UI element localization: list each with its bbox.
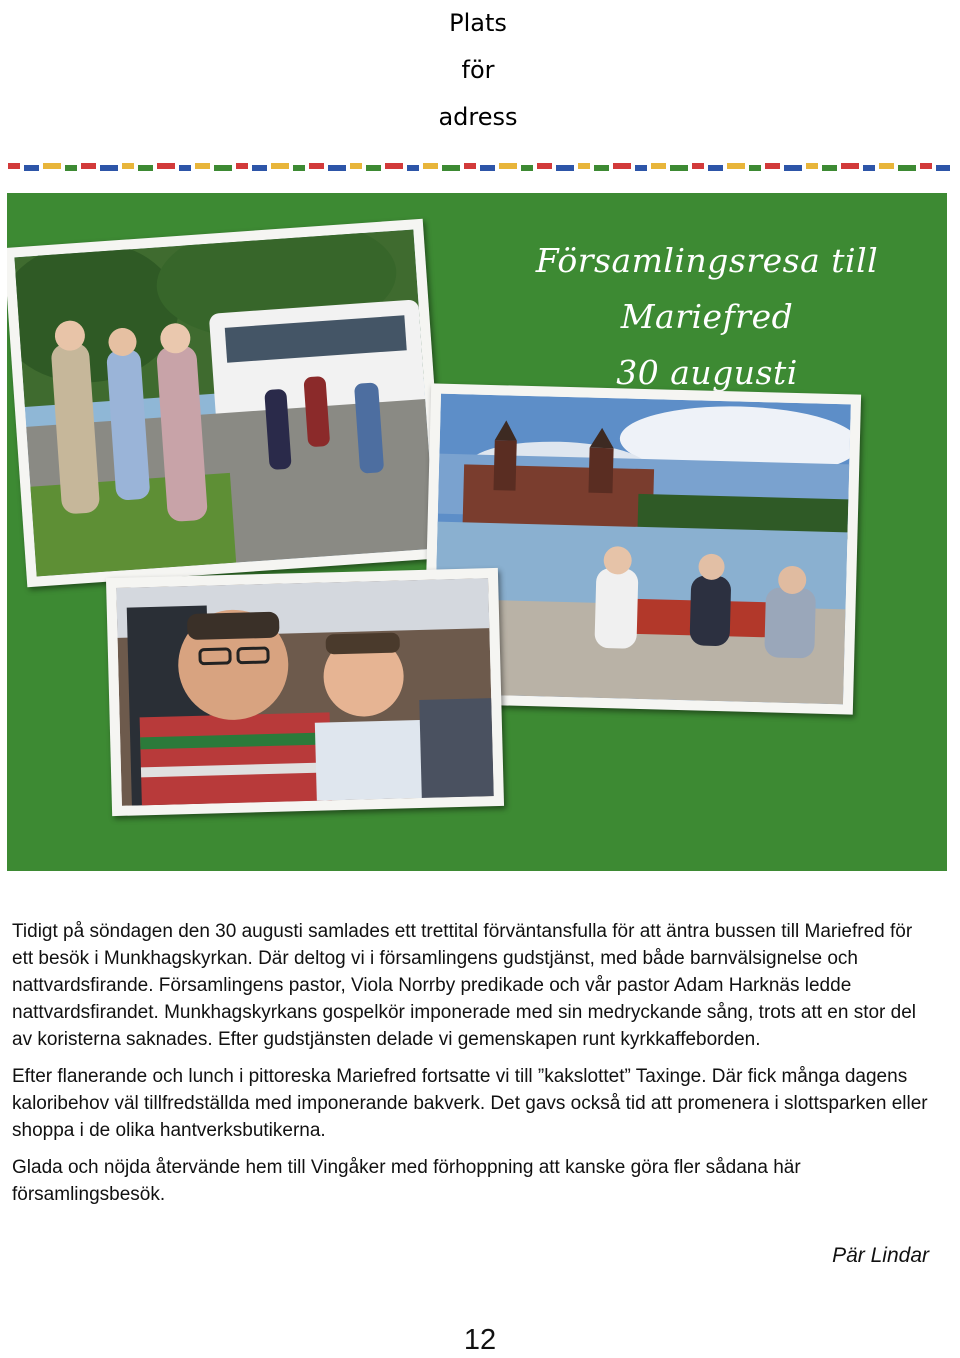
divider-dash	[24, 165, 39, 171]
divider-dash	[138, 165, 153, 171]
divider-dash	[366, 165, 381, 171]
banner-title-line1: Församlingsresa till Mariefred	[535, 241, 879, 336]
divider-dash	[407, 165, 419, 171]
divider-dash	[236, 163, 248, 169]
photo-group-by-bus	[7, 219, 446, 587]
divider-dash	[271, 163, 289, 169]
divider-dash	[806, 163, 818, 169]
address-block	[0, 0, 956, 141]
selfie-photo-image	[116, 578, 494, 806]
address-line: Plats	[449, 9, 507, 37]
divider-dash	[328, 165, 346, 171]
divider-dash	[635, 165, 647, 171]
divider-dash	[122, 163, 134, 169]
divider-dash	[556, 165, 574, 171]
article-paragraph: Efter flanerande och lunch i pittoreska Mariefred fortsatte vi till ”kakslottet” Taxinge. Där fick många dagens kaloribehov väl tillfredställda med imponerande bakverk. Det gavs också tid att promenera i slottsparken eller shoppa i de olika hantverksbutikerna.	[12, 1066, 928, 1141]
divider-dash	[480, 165, 495, 171]
divider-dash	[822, 165, 837, 171]
signature: Pär Lindar	[832, 1244, 929, 1267]
divider-dash	[464, 163, 476, 169]
divider-dash	[65, 165, 77, 171]
divider-dash	[727, 163, 745, 169]
banner-title	[447, 233, 947, 401]
article-paragraph: Tidigt på söndagen den 30 augusti samlades ett trettital förväntansfulla för att äntra bussen till Mariefred för ett besök i Munkhagskyrkan. Där deltog vi i församlingens gudstjänst, med både barnvälsignelse och nattvardsfirande. Församlingens pastor, Viola Norrby predikade och vår pastor Adam Harknäs ledde nattvardsfirandet. Munkhagskyrkans gospelkör imponerade med sin medryckande sång, trots att en stor del av koristerna saknades. Efter gudstjänsten delade vi gemenskapen runt kyrkkaffeborden.	[12, 921, 917, 1050]
divider-dash	[651, 163, 666, 169]
divider-dash	[749, 165, 761, 171]
divider-dash	[179, 165, 191, 171]
divider-dash	[157, 163, 175, 169]
photo-selfie-on-bus	[106, 568, 504, 816]
article-paragraph: Glada och nöjda återvände hem till Vingåker med förhoppning att kanske göra fler sådana här församlingsbesök.	[12, 1157, 801, 1205]
divider-dash	[293, 165, 305, 171]
divider-dash	[594, 165, 609, 171]
page-number: 12	[463, 1324, 497, 1356]
divider-dash	[670, 165, 688, 171]
divider-dash	[708, 165, 723, 171]
divider-dash	[252, 165, 267, 171]
divider-dash	[920, 163, 932, 169]
divider-dash	[784, 165, 802, 171]
divider-dash	[578, 163, 590, 169]
divider-dash	[879, 163, 894, 169]
divider-dash	[936, 165, 950, 171]
divider-dash	[309, 163, 324, 169]
address-line: adress	[438, 103, 518, 131]
divider-dash	[43, 163, 61, 169]
divider-dash	[499, 163, 517, 169]
bus-photo-image	[14, 229, 435, 576]
divider-dash	[692, 163, 704, 169]
photo-banner	[7, 193, 947, 871]
divider-dash	[765, 163, 780, 169]
divider-dash	[81, 163, 96, 169]
divider-dash	[100, 165, 118, 171]
divider-dash	[537, 163, 552, 169]
divider-dash	[521, 165, 533, 171]
article-body	[12, 918, 932, 1218]
divider-dash	[385, 163, 403, 169]
divider-dash	[442, 165, 460, 171]
divider-dash	[195, 163, 210, 169]
divider-dash	[613, 163, 631, 169]
divider-dash	[863, 165, 875, 171]
divider-dash	[214, 165, 232, 171]
decorative-divider	[8, 163, 950, 173]
address-line: för	[461, 56, 495, 84]
divider-dash	[423, 163, 438, 169]
divider-dash	[350, 163, 362, 169]
divider-dash	[8, 163, 20, 169]
divider-dash	[898, 165, 916, 171]
divider-dash	[841, 163, 859, 169]
banner-title-line2: 30 augusti	[616, 353, 798, 392]
